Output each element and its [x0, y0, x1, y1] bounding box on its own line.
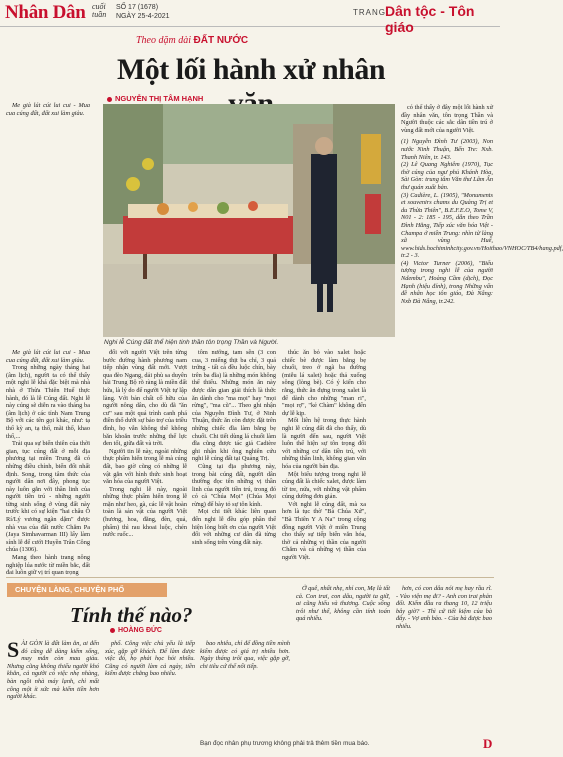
column-1: [6, 349, 90, 577]
sidebar-column-1: [7, 637, 99, 735]
column-1-para-4: Mang theo hành trang nông nghiệp lúa nước từ miền bắc, đất đai luôn giữ vị trí quan trọng: [6, 554, 90, 577]
photo-caption: Nghi lễ Cúng đất thể hiện tinh thần tôn trọng Thần và Người.: [104, 339, 279, 346]
sidebar-column-5-text: hơn, có con dâu nói mẹ hay rầu rĩ. - Vào viện mẹ đi? - Anh con trai phản đối. Kiểm đầu ra thang 10, 12 triệu bây giờ? - Thì cứ tiết kiệm của bà đây. - Vợ anh bảo. - Của bà được bao nhiêu.: [396, 585, 492, 630]
sidebar-column-4: [296, 585, 390, 735]
column-2: [103, 349, 187, 571]
ceremony-photo-illustration: [103, 104, 395, 337]
sidebar-column-1-text: ÀI GÒN là đất làm ăn, ai đến đó cũng dễ dàng kiếm sống, may mắn còn mau giàu. Nhưng cũng không thiếu người khó khăn, cả người có việc nhẹ nhàng, bàn ngồi nhà máy lạnh, chỉ mất công một ít sức mà kiếm tiền hơn người khác.: [7, 640, 99, 701]
sidebar-column-3: [200, 640, 290, 735]
kicker-prefix: Theo dặm dài: [136, 35, 191, 46]
byline-dot-icon: [107, 97, 112, 102]
article-kicker: [136, 35, 248, 46]
column-4: [282, 349, 366, 571]
column-1-para-1: Me già lút cút lui cui - Mua cua cúng đất, đất xui làm giàu.: [6, 349, 90, 364]
article-headline: Một lối hành xử nhân: [116, 53, 386, 86]
masthead: [0, 0, 500, 35]
newspaper-logo: Nhân Dân: [5, 2, 86, 23]
sidebar-column-2-text: phố. Công việc chủ yếu là tiếp xúc, gặp gỡ khách. Để làm được việc đó, họ phải học hỏi nhiều. Cũng có người làm cả ngày, tiền kiếm được chẳng bao nhiêu.: [105, 640, 195, 678]
column-2-para-1: đối với người Việt trên từng bước đường hành phương nam tiếp nhận vùng đất mới. Vượt qua đèo Ngang, dải phù sa duyên hải Trung Bộ rõ ràng là miền đất hứa, là lý do để người Việt tự lập làng. Với bản chất cố hữu của người nông dân, cho dù đã "ăn cư" sau một quá trình canh phá điền thổ dưới sự bảo trợ của triều đình, họ vẫn không thể không băn khoăn trước những thế lực đen tối, giữa đất và trời.: [103, 349, 187, 448]
column-3-para-2: Cũng tại địa phương này, trong bài cúng đất, người dân thường đọc tên những vị thần linh của người tiền trú, trong đó có cả "Chúa Mọi" (Chúa Mọi rừng) để bày tỏ sự tôn kính.: [192, 462, 276, 508]
reference-1: (1) Nguyễn Đình Tư (2003), Non nước Ninh Thuận, Bến Tre: Nxb. Thanh Niên, tr. 143.: [401, 138, 493, 161]
left-paragraph: Me già lút cút lui cui - Mua cua cúng đất, đất xui làm giàu.: [6, 102, 90, 117]
logo-sub-line-2: tuần: [92, 10, 107, 19]
byline-dot-icon: [110, 628, 115, 633]
sidebar-story-byline: [110, 627, 162, 634]
column-5-intro: có thể thấy ở đây một lối hành xử đầy nhân văn, tôn trọng Thần và Người thuộc các sắc dân tiền trú ở vùng đất mới của người Việt.: [401, 104, 493, 134]
page-label: TRANG: [353, 8, 386, 17]
issue-date: NGÀY 25-4-2021: [116, 13, 170, 20]
column-2-para-3: Trong nghi lễ này, ngoài những thực phẩm hiến trong lễ mặn như heo, gà, các lễ vật hoàn toàn là sản vật của người Việt (hương, hoa, đăng, đèn, quả, phẩm) thì rau khoai luộc, chén nước ruốc...: [103, 485, 187, 539]
column-4-para-4: Với nghi lễ cúng đất, mà xa hơn là tục thờ "Bà Chúa Xứ", "Bà Thiên Y A Na" trong cộng đồng người Việt ở miền Trung cho thấy sự tiếp biến văn hóa, thờ cả những vị thần của người Chăm và cả những vị thần của người Việt.: [282, 500, 366, 562]
column-4-para-2: Mối liên hệ trong thực hành nghi lễ cúng đất đã cho thấy, dù là người đến sau, người Việt luôn thể hiện sự tôn trọng đối với những cư dân tiền trú, với những thần linh, không gian văn hóa của người bản địa.: [282, 417, 366, 470]
column-3-para-3: Mọi chi tiết khác liên quan đến nghi lễ đều góp phần thể hiện lòng biết ơn của người Việt đối với những cư dân đã từng sinh sống trên vùng đất này.: [192, 508, 276, 546]
dropcap-letter: S: [7, 637, 20, 662]
reference-2: (2) Lê Quang Nghiêm (1970), Tục thờ cúng của ngư phủ Khánh Hòa, Sài Gòn: trung tâm Văn thư Lâm Ấn thư quán xuất bản.: [401, 161, 493, 191]
reference-4: (4) Victor Turner (2006), "Biểu tượng trong nghi lễ của người Ndembu", Hoàng Cầm (dịch), Đọc Hạnh (hiệu đính), trong Những vấn đề nhân học tôn giáo, Đà Nẵng: Nxb Đà Nẵng, tr.242.: [401, 259, 493, 305]
logo-subtitle: [92, 3, 106, 19]
article-byline: [107, 94, 203, 103]
sidebar-column-2: [105, 640, 195, 735]
column-1-para-2: Trong những ngày tháng hai (âm lịch), người ta có thể thấy một nghi lễ khá đặc biệt mà nhà nhà ở Thừa Thiên Huế thực hành, đó là lễ Cúng đất. Nghi lễ này cúng sẽ diễn ra vào tháng ba (âm lịch) ở các tỉnh Nam Trung Bộ với các tên gọi khác, như: tạ thổ kỳ an, tạ thổ, mãi thổ, khao thổ,...: [6, 364, 90, 440]
section-name: Dân tộc - Tôn giáo: [385, 3, 475, 35]
column-3-para-1: tôm nướng, tam sên (3 con cua, 3 miếng thịt ba chỉ, 3 quả trứng - tất cả đều luộc chín, bày trên ba đĩa) là những món không thể thiếu. Những món ăn này được dân gian giải thích là thức ăn dành cho "ma mọi" hay "mọi rừng", "ma cũ"... Theo ghi nhận của Nguyễn Đình Tư, ở Ninh Thuận, thức ăn còn được đặt trên những chiếc đĩa làm bằng bẹ chuối. Chi tiết dùng lá chuối làm đĩa cũng được tác giả Cadière ghi nhận khi ông nghiên cứu nghi lễ cúng đất tại Quảng Trị.: [192, 349, 276, 463]
column-5: [401, 104, 563, 571]
issue-number: SỐ 17 (1678): [116, 4, 159, 11]
column-4-para-1: thúc ăn bỏ vào xalet hoặc chiếc bè được làm bằng bẹ chuối, treo ở ngã ba đường (miễu lá xalet) hoặc thả xuống sông (lòng bè). Có ý kiến cho rằng, thức ăn đựng trong xalet là để dành cho những "man ri", "mọi rợ", "kẻ Chàm" không đến dự lễ kịp.: [282, 349, 366, 417]
column-1-para-3: Trải qua sự biến thiên của thời gian, tục cúng đất ở mỗi địa phương tại miền Trung đã có những điều chỉnh, biến đổi nhất định. Song, trong tâm thức của người dân nơi đây, phong tục này luôn gắn với thần linh của người tiền trú - những người từng sinh sống ở vùng đất này trước khi có sự kiện "hai châu Ô Rí/Lý vương ngãn dặm" được nhà vua của đất nước Chăm Pa (Jaya Simhavarman III) lấy làm sính lễ để cưới Huyền Trân Công chúa (1306).: [6, 440, 90, 554]
kicker-highlight: ĐẤT NƯỚC: [193, 35, 249, 46]
column-2-para-2: Người tin lễ này, ngoài những thực phẩm hiến trong lễ mà cúng đất, bao giờ cũng có những lễ vật gắn với hình thức sinh hoạt văn hóa của người Việt.: [103, 447, 187, 486]
byline-author: NGUYỄN THỊ TÂM HẠNH: [115, 94, 204, 103]
page-letter: D: [483, 736, 493, 751]
issue-info: [116, 3, 170, 21]
column-3: [192, 349, 276, 571]
article-photo: [103, 104, 395, 337]
sidebar-column-5: [396, 585, 492, 735]
logo-sub-line-1: cuối: [92, 2, 106, 11]
reference-3: (3) Cadière, L. (1905), "Monuments et souvenirs chams du Quảng Trị et du Thừa Thiên", B.E.F.E.O, Tome V, N01 - 2: 185 - 195, dẫn theo Trần Đình Hằng, Tiếp xúc văn hóa Việt - Champa ở miền Trung: nhìn từ làng xã vùng Huế, www.hids.hochiminhcity.gov.vn/Hoithao/VNHOC/TB4/hang.pdf, tr.2 - 3.: [401, 191, 563, 260]
section-divider: [6, 577, 494, 578]
sidebar-story-title: Tính thế nào?: [70, 603, 193, 627]
left-column-top: [6, 102, 90, 347]
sidebar-author: HOÀNG ĐỨC: [118, 627, 162, 634]
sidebar-column-4-text: Ở quê, nhất nhẹ, nhỉ con, Mẹ là tất cả. Con trai, con dâu, người ta giữ, ai cũng hiểu và thương. Cuộc sống trôi như thế, không cần tính toán quá nhiều.: [296, 585, 390, 623]
footer-note: Bạn đọc nhân phụ trương không phải trả thêm tiền mua báo.: [200, 740, 370, 747]
column-4-para-3: Một biểu tượng trong nghi lễ cúng đất là chiếc xalet, được làm từ tre, nứa, với những vật phẩm cúng dường đơn giản.: [282, 470, 366, 501]
sidebar-section-tag: CHUYỆN LÀNG, CHUYỆN PHỐ: [7, 583, 167, 597]
sidebar-column-3-text: bao nhiêu, chỉ để đồng tiền mình kiếm được có giá trị nhiều hơn. Ngày tháng trôi qua, việc gặp gỡ, chi tiêu cứ thế nối tiếp.: [200, 640, 290, 670]
